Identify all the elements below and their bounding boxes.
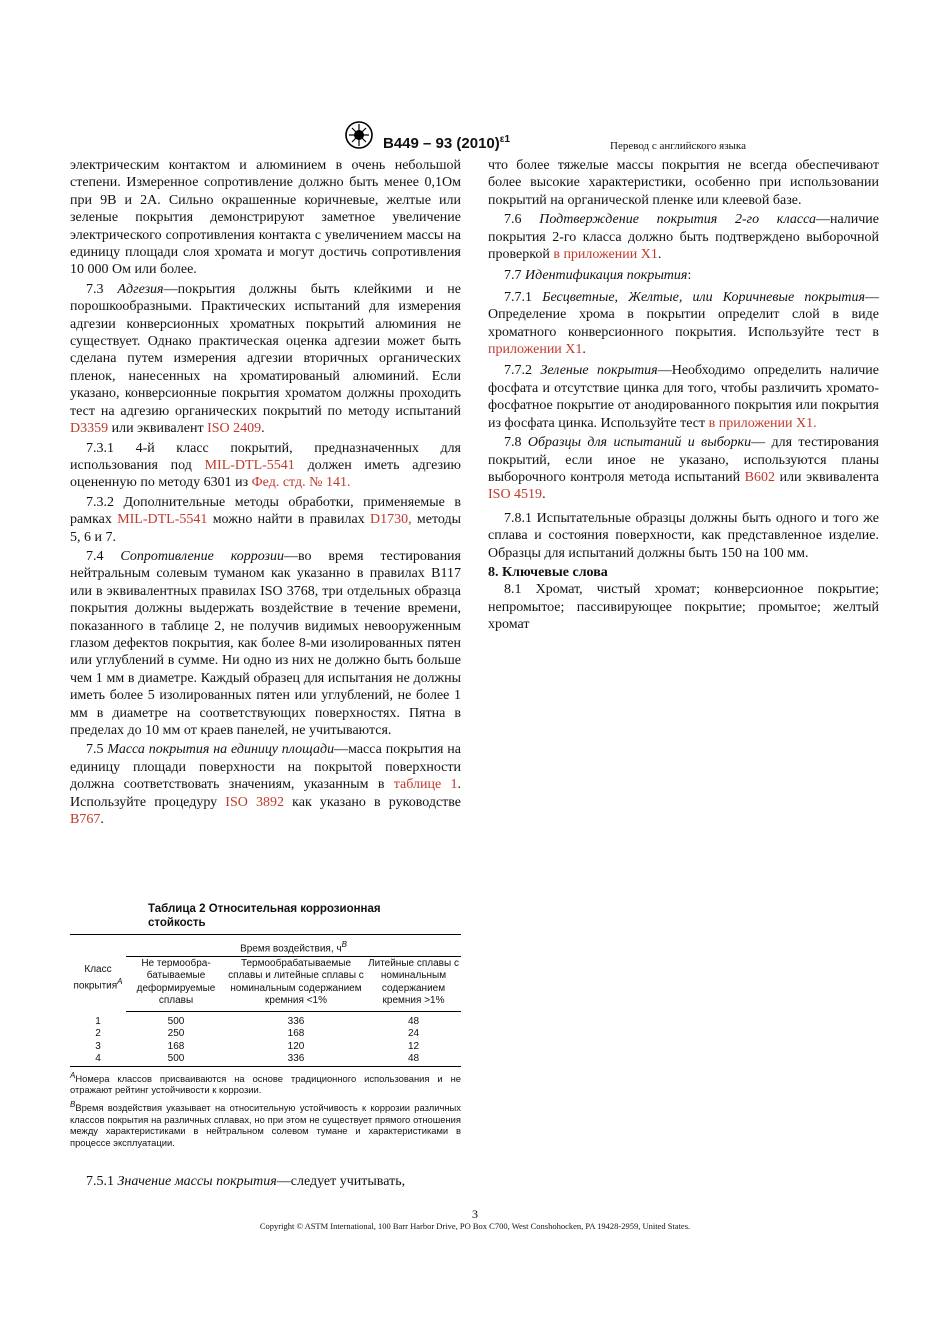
ref-iso-3892-link[interactable]: ISO 3892 <box>225 794 284 810</box>
section-7-5: 7.5 Масса покрытия на единицу площади—масса покрытия на единицу площади поверхности на покрытой поверхности должна соответствовать значениям, указанным в таблице 1. Используйте процедуру ISO 3892 как указано в руководстве B767. <box>70 742 462 828</box>
paragraph-continuation: что более тяжелые массы покрытия не всегда обеспечивают более высокие характеристики, особенно при использовании покрытий на органической пленке или клеевой базе. <box>488 158 879 208</box>
footnote-a: $^A$Номера классов присваиваются на основе традиционного использования и не отражают рейтинг устойчивости к коррозии. <box>70 1070 461 1096</box>
section-8-1: 8.1 Хромат, чистый хромат; конверсионное покрытие; непромытое; пассивирующее покрытие; промытое; желтый хромат <box>488 582 879 633</box>
table-row: 2 250 168 24 <box>95 1028 420 1040</box>
ref-appendix-x1-link[interactable]: в приложении X1 <box>553 247 658 263</box>
translation-note: Перевод с английского языка <box>610 140 746 152</box>
section-7-4: 7.4 Сопротивление коррозии—во время тестирования нейтральным солевым туманом как указанно в правилах B117 или в эквивалентных правилах ISO 3768, три отдельных образца покрытия должны выдержать воздействие в течение времени, показанного в таблице 2, не получив видимых невооруженным глазом дефектов покрытия, как более 8-ми изолированных пятен или углублений в сумме. Ни одно из них не должно быть больше чем 1 мм в диаметре. Каждый образец для испытания не должны иметь более 5 изолированных пятен или углублений, не более 1 мм в диаметре на соответствующих поверхностях. Пятна в пределах до 10 мм от краев панелей, не учитываются. <box>70 548 461 738</box>
ref-b767-link[interactable]: B767 <box>70 812 101 828</box>
section-7-7: 7.7 Идентификация покрытия: <box>504 268 692 284</box>
table-2 <box>70 902 461 1148</box>
section-7-7-1: 7.7.1 Бесцветные, Желтые, или Коричневые покрытия—Определение хрома в покрытии определит слой в виде хроматного конверсионного покрытия. Используйте тест в приложении X1. <box>488 289 879 358</box>
astm-logo-icon <box>343 120 375 150</box>
ref-table-1-link[interactable]: таблице 1 <box>393 777 458 793</box>
section-7-6: 7.6 Подтверждение покрытия 2-го класса—наличие покрытия 2-го класса должно быть подтверждено выборочной проверкой в приложении X1. <box>488 212 880 263</box>
left-column <box>70 157 461 828</box>
class-header: Класс покрытия$^A$ <box>70 935 126 1012</box>
ref-fed-std-141-link[interactable]: Фед. стд. № 141. <box>251 475 351 491</box>
ref-appendix-x1-link[interactable]: приложении X1 <box>488 342 583 358</box>
col-header-wrought: Не термообра-батываемые деформируемые сплавы <box>126 956 226 1011</box>
section-7-8: 7.8 Образцы для испытаний и выборки— для тестирования покрытий, если иное не указано, используются планы выборочного контроля метода испытаний B602 или эквивалента ISO 4519. <box>488 435 879 503</box>
ref-b602-link[interactable]: B602 <box>744 469 775 485</box>
ref-iso-2409-link[interactable]: ISO 2409 <box>207 421 262 437</box>
table-title: Таблица 2 Относительная коррозионная стойкость <box>148 903 381 929</box>
ref-iso-4519-link[interactable]: ISO 4519 <box>488 487 543 503</box>
table-row: 1 500 336 48 <box>95 1015 420 1027</box>
col-header-cast: Литейные сплавы с номинальным содержанием кремния >1% <box>366 956 461 1011</box>
ref-d3359-link[interactable]: D3359 <box>70 421 109 437</box>
ref-mil-dtl-5541-link[interactable]: MIL-DTL-5541 <box>204 457 295 473</box>
paragraph-continuation: электрическим контактом и алюминием в очень небольшой степени. Измеренное сопротивление должно быть менее 0,1Ом при 9B и 2A. Сильно окрашенные коричневые, желтые или зеленые покрытия демонстрируют заметное увеличение электрического сопротивления контакта с увеличением массы на единицу площади слоя хромата и могут достичь сопротивления 10 000 Ом или более. <box>70 158 461 278</box>
section-7-3-1: 7.3.1 4-й класс покрытий, предназначенных для использования под MIL-DTL-5541 должен иметь адгезию оцененную по методу 6301 из Фед. стд. № 141. <box>70 440 462 491</box>
corrosion-table <box>70 934 461 1067</box>
section-7-7-2: 7.7.2 Зеленые покрытия—Необходимо определить наличие фосфата и отсутствие цинка для того, чтобы различить хромато-фосфатное покрытие от анодированного покрытия или покрытия из фосфата цинка. Используйте тест в приложении X1. <box>488 363 879 431</box>
standard-designation: B449 – 93 $(2010)^{\varepsilon 1}$ <box>383 134 511 152</box>
copyright-notice: Copyright © ASTM International, 100 Barr Harbor Drive, PO Box C700, West Conshohocken, PA 19428-2959, United States. <box>259 1221 691 1231</box>
table-row: 3 168 120 12 <box>95 1040 420 1052</box>
section-7-3-2: 7.3.2 Дополнительные методы обработки, применяемые в рамках MIL-DTL-5541 можно найти в правилах D1730, методы 5, 6 и 7. <box>70 494 462 545</box>
exposure-header: Время воздействия, $ч^B$ <box>126 935 461 957</box>
ref-appendix-x1-link[interactable]: в приложении X1. <box>708 415 817 431</box>
page-header <box>0 120 950 156</box>
ref-d1730-link[interactable]: D1730, <box>369 512 412 528</box>
page-number: 3 <box>472 1207 478 1221</box>
right-column <box>488 157 879 634</box>
col-header-heat-treated: Термообрабатываемые сплавы и литейные сплавы с номинальным содержанием кремния <1% <box>226 956 366 1011</box>
ref-mil-dtl-5541-link[interactable]: MIL-DTL-5541 <box>117 512 208 528</box>
table-row: 4 500 336 48 <box>70 1053 461 1066</box>
section-7-3: 7.3 Адгезия—покрытия должны быть клейкими и не порошкообразными. Практических испытаний для измерения адгезии конверсионных хроматных покрытий алюминия не существует. Однако практическая оценка адгезии может быть сделана путем измерения адгезии вторичных органических пленок, нанесенных на хроматированый алюминий. Если указано, конверсионные покрытия хроматом должны проходить тест на адгезию органических покрытий по методу испытаний D3359 или эквивалент ISO 2409. <box>70 281 461 437</box>
footnote-b: $^B$Время воздействия указывает на относительную устойчивость к коррозии различных классов покрытия на различных сплавах, но при этом не существует прямого отношения между характеристиками в нейтральном солевом тумане и характеристиками в процессе эксплуатации. <box>70 1099 461 1148</box>
section-8-heading: 8. Ключевые слова <box>488 564 608 580</box>
section-7-8-1: 7.8.1 Испытательные образцы должны быть одного и того же сплава и состояния поверхности, как представленное изделие. Образцы для испытаний должны быть 150 на 100 мм. <box>488 510 879 561</box>
section-7-5-1: 7.5.1 Значение массы покрытия—следует учитывать, <box>86 1174 406 1189</box>
